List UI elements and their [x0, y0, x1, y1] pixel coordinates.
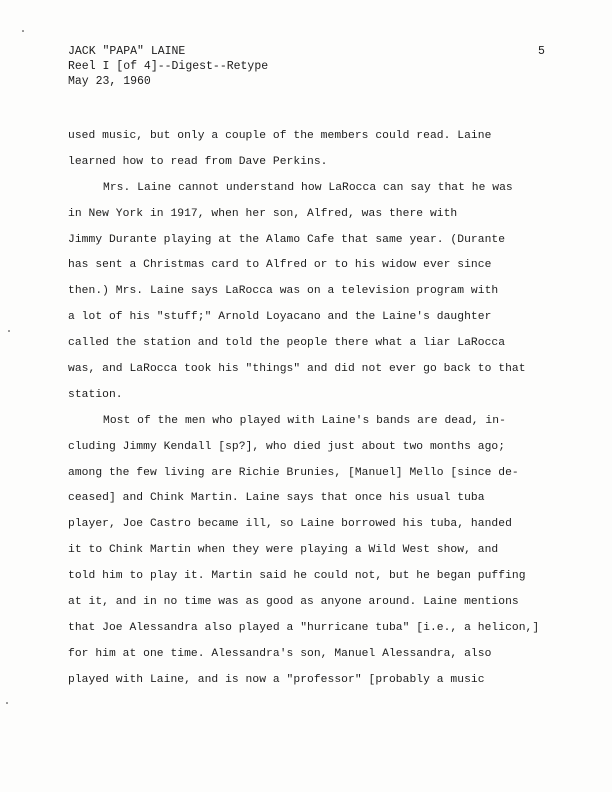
header-title: JACK "PAPA" LAINE — [68, 45, 186, 58]
document-header — [68, 44, 268, 89]
transcript-line: for him at one time. Alessandra's son, Manuel Alessandra, also — [68, 647, 492, 660]
transcript-line: called the station and told the people there what a liar LaRocca — [68, 337, 506, 350]
transcript-line: ceased] and Chink Martin. Laine says that once his usual tuba — [68, 492, 485, 505]
transcript-line: station. — [68, 388, 123, 401]
header-date: May 23, 1960 — [68, 75, 151, 88]
transcript-line: played with Laine, and is now a "professor" [probably a music — [68, 673, 485, 686]
scan-speck — [6, 702, 8, 704]
page-number: 5 — [538, 45, 545, 58]
transcript-line: has sent a Christmas card to Alfred or to his widow ever since — [68, 259, 492, 272]
transcript-line: it to Chink Martin when they were playing a Wild West show, and — [68, 544, 499, 557]
transcript-line: in New York in 1917, when her son, Alfred, was there with — [68, 207, 458, 220]
transcript-body — [68, 124, 568, 694]
transcript-line: Most of the men who played with Laine's bands are dead, in- — [103, 414, 506, 427]
transcript-line: Jimmy Durante playing at the Alamo Cafe that same year. (Durante — [68, 233, 506, 246]
scan-speck — [22, 30, 24, 32]
transcript-line: at it, and in no time was as good as anyone around. Laine mentions — [68, 596, 519, 609]
transcript-line: was, and LaRocca took his "things" and did not ever go back to that — [68, 363, 526, 376]
transcript-line: told him to play it. Martin said he could not, but he began puffing — [68, 570, 526, 583]
transcript-line: Mrs. Laine cannot understand how LaRocca can say that he was — [103, 181, 513, 194]
transcript-line: learned how to read from Dave Perkins. — [68, 155, 328, 168]
transcript-line: that Joe Alessandra also played a "hurricane tuba" [i.e., a helicon,] — [68, 621, 540, 634]
transcript-line: a lot of his "stuff;" Arnold Loyacano and the Laine's daughter — [68, 311, 492, 324]
transcript-line: cluding Jimmy Kendall [sp?], who died just about two months ago; — [68, 440, 506, 453]
scan-speck — [8, 330, 10, 332]
transcript-line: player, Joe Castro became ill, so Laine borrowed his tuba, handed — [68, 518, 512, 531]
header-reel-info: Reel I [of 4]--Digest--Retype — [68, 60, 269, 73]
transcript-line: among the few living are Richie Brunies, [Manuel] Mello [since de- — [68, 466, 519, 479]
transcript-line: then.) Mrs. Laine says LaRocca was on a television program with — [68, 285, 499, 298]
transcript-line: used music, but only a couple of the members could read. Laine — [68, 130, 492, 142]
